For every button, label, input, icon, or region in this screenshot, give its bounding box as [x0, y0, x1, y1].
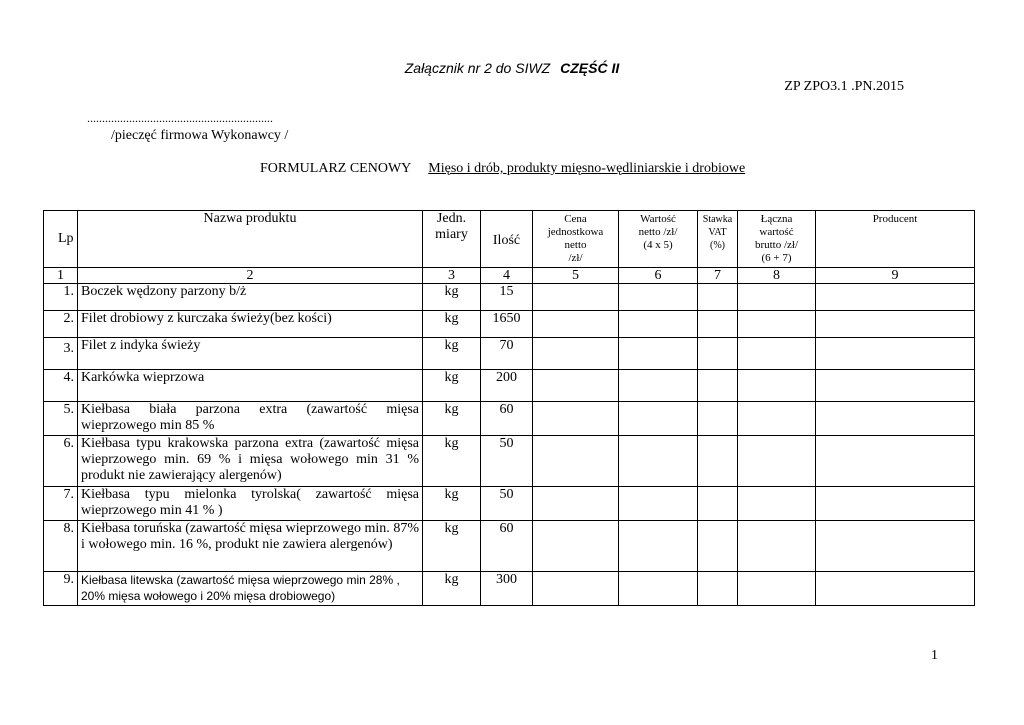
row-unit-price-cell[interactable]	[533, 572, 619, 606]
row-gross-cell[interactable]	[738, 521, 816, 572]
row-producer-cell[interactable]	[816, 487, 975, 521]
row-gross-cell[interactable]	[738, 436, 816, 487]
row-vat-cell[interactable]	[698, 521, 738, 572]
row-unit-price-cell[interactable]	[533, 311, 619, 338]
row-unit-price-cell[interactable]	[533, 436, 619, 487]
column-number: 6	[619, 268, 698, 284]
row-qty: 50	[481, 436, 533, 487]
header-gross	[738, 211, 816, 268]
row-producer-cell[interactable]	[816, 284, 975, 311]
header-qty	[481, 211, 533, 268]
row-gross-cell[interactable]	[738, 370, 816, 402]
row-unit-price-cell[interactable]	[533, 284, 619, 311]
row-producer-cell[interactable]	[816, 311, 975, 338]
row-gross-cell[interactable]	[738, 338, 816, 370]
row-net-value-cell[interactable]	[619, 284, 698, 311]
header-unit-price-l1: Cena	[564, 213, 587, 225]
row-producer-cell[interactable]	[816, 338, 975, 370]
form-subject: Mięso i drób, produkty mięsno-wędliniarskie i drobiowe	[428, 161, 746, 176]
header-gross-l1: Łączna	[760, 213, 793, 225]
row-product-name: Karkówka wieprzowa	[78, 370, 423, 402]
header-vat-l1: Stawka	[702, 214, 733, 225]
header-net-value-l1: Wartość	[640, 213, 676, 225]
form-label: FORMULARZ CENOWY	[260, 161, 411, 176]
row-unit: kg	[423, 487, 481, 521]
price-table	[43, 210, 975, 606]
document-title	[0, 60, 1024, 76]
row-gross-cell[interactable]	[738, 311, 816, 338]
row-product-name: Kiełbasa litewska (zawartość mięsa wieprzowego min 28% , 20% mięsa wołowego i 20% mięsa drobiowego)	[78, 572, 423, 606]
header-unit	[423, 211, 481, 268]
row-net-value-cell[interactable]	[619, 370, 698, 402]
row-producer-cell[interactable]	[816, 572, 975, 606]
header-gross-l2: wartość	[759, 226, 794, 238]
column-number: 2	[78, 268, 423, 284]
row-product-name: Kiełbasa typu krakowska parzona extra (zawartość mięsa wieprzowego min. 69 % i mięsa wołowego min 31 % produkt nie zawierający alergenów)	[78, 436, 423, 487]
row-gross-cell[interactable]	[738, 284, 816, 311]
table-row	[44, 436, 975, 487]
row-lp: 1.	[44, 284, 78, 311]
table-row	[44, 487, 975, 521]
header-net-value-l3: (4 x 5)	[643, 239, 673, 251]
row-vat-cell[interactable]	[698, 338, 738, 370]
row-unit-price-cell[interactable]	[533, 338, 619, 370]
row-lp: 5.	[44, 402, 78, 436]
row-vat-cell[interactable]	[698, 436, 738, 487]
row-product-name: Filet z indyka świeży	[78, 338, 423, 370]
row-qty: 60	[481, 521, 533, 572]
row-vat-cell[interactable]	[698, 572, 738, 606]
header-unit-price-l2: jednostkowa	[547, 226, 604, 238]
row-producer-cell[interactable]	[816, 370, 975, 402]
form-title	[260, 161, 745, 177]
column-number: 7	[698, 268, 738, 284]
row-unit-price-cell[interactable]	[533, 521, 619, 572]
row-lp: 6.	[44, 436, 78, 487]
header-producer: Producent	[816, 211, 975, 268]
row-producer-cell[interactable]	[816, 402, 975, 436]
title-text: Załącznik nr 2 do SIWZ	[404, 60, 551, 76]
row-net-value-cell[interactable]	[619, 436, 698, 487]
column-number-row	[44, 268, 975, 284]
table-row	[44, 338, 975, 370]
row-net-value-cell[interactable]	[619, 521, 698, 572]
header-unit-price	[533, 211, 619, 268]
header-unit-line2: miary	[435, 227, 468, 242]
header-unit-price-l4: /zł/	[568, 252, 583, 264]
row-vat-cell[interactable]	[698, 487, 738, 521]
row-producer-cell[interactable]	[816, 521, 975, 572]
row-qty: 50	[481, 487, 533, 521]
row-unit: kg	[423, 338, 481, 370]
page-number: 1	[931, 648, 938, 663]
row-producer-cell[interactable]	[816, 436, 975, 487]
row-lp: 7.	[44, 487, 78, 521]
row-qty: 15	[481, 284, 533, 311]
row-net-value-cell[interactable]	[619, 402, 698, 436]
row-net-value-cell[interactable]	[619, 338, 698, 370]
header-gross-l3: brutto /zł/	[754, 239, 799, 251]
header-name: Nazwa produktu	[78, 211, 423, 268]
row-net-value-cell[interactable]	[619, 572, 698, 606]
row-unit: kg	[423, 370, 481, 402]
header-gross-l4: (6 + 7)	[761, 252, 792, 264]
row-vat-cell[interactable]	[698, 284, 738, 311]
part-label: CZĘŚĆ II	[560, 60, 620, 76]
table-row	[44, 311, 975, 338]
row-product-name: Kiełbasa biała parzona extra (zawartość mięsa wieprzowego min 85 %	[78, 402, 423, 436]
row-unit: kg	[423, 402, 481, 436]
row-gross-cell[interactable]	[738, 487, 816, 521]
row-vat-cell[interactable]	[698, 370, 738, 402]
row-unit: kg	[423, 521, 481, 572]
row-lp: 4.	[44, 370, 78, 402]
row-gross-cell[interactable]	[738, 572, 816, 606]
row-net-value-cell[interactable]	[619, 487, 698, 521]
column-number: 4	[481, 268, 533, 284]
table-header-row	[44, 211, 975, 268]
column-number: 1	[44, 268, 78, 284]
column-number: 9	[816, 268, 975, 284]
header-vat-l2: VAT	[708, 227, 727, 238]
table-row	[44, 572, 975, 606]
column-number: 8	[738, 268, 816, 284]
table-row	[44, 521, 975, 572]
row-vat-cell[interactable]	[698, 311, 738, 338]
header-net-value-l2: netto /zł/	[638, 226, 678, 238]
row-net-value-cell[interactable]	[619, 311, 698, 338]
row-product-name: Boczek wędzony parzony b/ż	[78, 284, 423, 311]
row-unit-price-cell[interactable]	[533, 370, 619, 402]
reference-number: ZP ZPO3.1 .PN.2015	[784, 79, 904, 94]
column-number: 3	[423, 268, 481, 284]
row-gross-cell[interactable]	[738, 402, 816, 436]
row-lp: 3.	[44, 338, 78, 370]
row-product-name: Kiełbasa toruńska (zawartość mięsa wieprzowego min. 87% i wołowego min. 16 %, produkt nie zawiera alergenów)	[78, 521, 423, 572]
header-vat-l3: (%)	[710, 240, 725, 251]
table-row	[44, 284, 975, 311]
table-row	[44, 402, 975, 436]
row-qty: 70	[481, 338, 533, 370]
header-lp: Lp	[44, 211, 78, 268]
row-unit-price-cell[interactable]	[533, 487, 619, 521]
header-vat	[698, 211, 738, 268]
header-qty-text: Ilość	[492, 233, 521, 248]
table-row	[44, 370, 975, 402]
row-qty: 60	[481, 402, 533, 436]
row-unit-price-cell[interactable]	[533, 402, 619, 436]
row-qty: 300	[481, 572, 533, 606]
row-unit: kg	[423, 436, 481, 487]
stamp-label: /pieczęć firmowa Wykonawcy /	[111, 128, 289, 143]
row-lp: 2.	[44, 311, 78, 338]
header-unit-price-l3: netto	[564, 239, 587, 251]
row-unit: kg	[423, 284, 481, 311]
row-qty: 1650	[481, 311, 533, 338]
row-lp: 9.	[44, 572, 78, 606]
row-vat-cell[interactable]	[698, 402, 738, 436]
row-product-name: Kiełbasa typu mielonka tyrolska( zawartość mięsa wieprzowego min 41 % )	[78, 487, 423, 521]
row-product-name: Filet drobiowy z kurczaka świeży(bez kości)	[78, 311, 423, 338]
stamp-dotted-line: ..............................................................	[87, 111, 273, 125]
row-qty: 200	[481, 370, 533, 402]
row-lp: 8.	[44, 521, 78, 572]
row-unit: kg	[423, 311, 481, 338]
column-number: 5	[533, 268, 619, 284]
row-unit: kg	[423, 572, 481, 606]
header-net-value	[619, 211, 698, 268]
header-unit-line1: Jedn.	[436, 211, 467, 226]
